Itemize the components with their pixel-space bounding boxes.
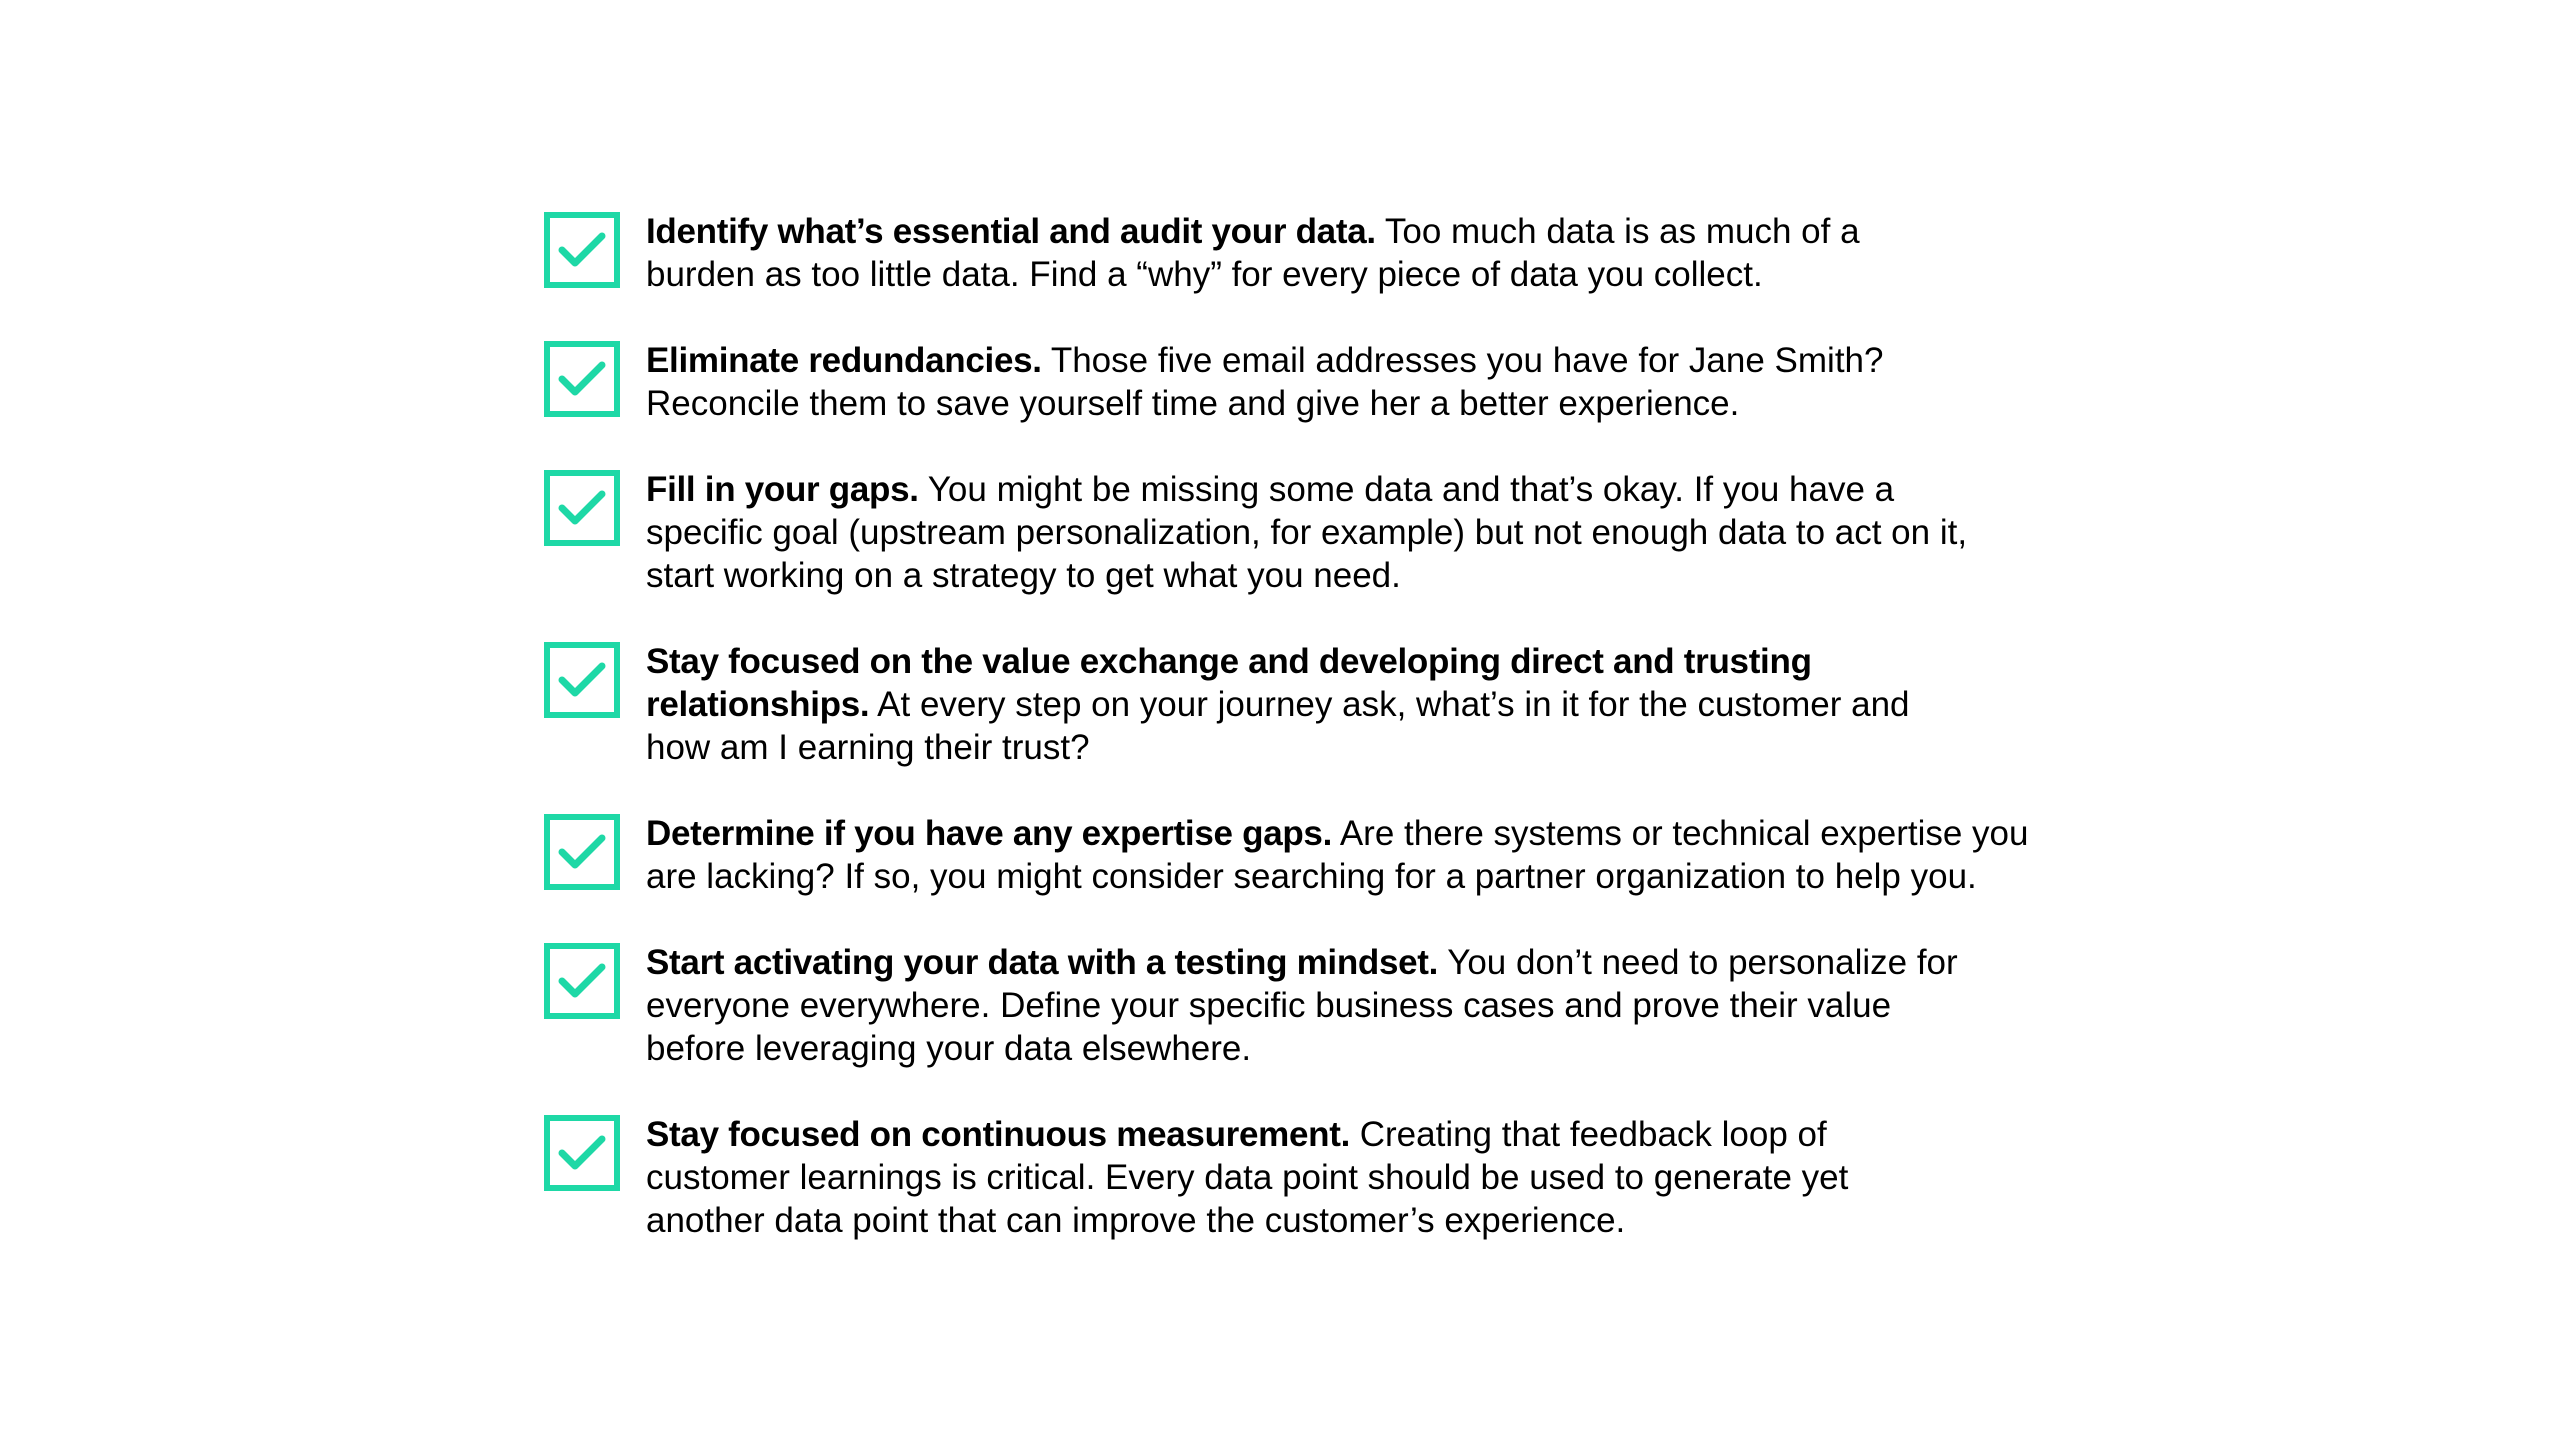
checkbox-checked-icon: [544, 212, 620, 288]
checkbox-checked-icon: [544, 341, 620, 417]
checklist-item-text: [646, 941, 1996, 1070]
checklist-item: [544, 210, 2044, 296]
checklist-item-title: Eliminate redundancies.: [646, 341, 1042, 380]
checklist-item-text: [646, 640, 1956, 769]
checkbox-checked-icon: [544, 943, 620, 1019]
checklist-item: [544, 640, 2044, 769]
checklist-item-body: Creating that feedback loop of customer learnings is critical. Every data point should be used to generate yet another data point that can improve the customer’s experience.: [646, 1115, 1849, 1240]
checklist-item-text: [646, 812, 2044, 898]
checklist-item-title: Determine if you have any expertise gaps.: [646, 814, 1333, 853]
checklist-item-text: [646, 339, 1936, 425]
checklist-item: [544, 339, 2044, 425]
checklist-item-title: Fill in your gaps.: [646, 470, 919, 509]
checklist-item-body: At every step on your journey ask, what’s in it for the customer and how am I earning their trust?: [646, 685, 1910, 767]
checklist: [544, 210, 2044, 1285]
checklist-item-body: You might be missing some data and that’s okay. If you have a specific goal (upstream personalization, for example) but not enough data to act on it, start working on a strategy to get what you need.: [646, 470, 1968, 595]
checklist-item-text: [646, 468, 1976, 597]
checklist-item: [544, 941, 2044, 1070]
checkbox-checked-icon: [544, 1115, 620, 1191]
checklist-item-title: Start activating your data with a testing mindset.: [646, 943, 1439, 982]
checklist-item-title: Stay focused on the value exchange and developing direct and trusting relationships.: [646, 642, 1812, 724]
checklist-item: [544, 812, 2044, 898]
checklist-item-title: Identify what’s essential and audit your data.: [646, 212, 1376, 251]
checklist-item: [544, 468, 2044, 597]
checkbox-checked-icon: [544, 814, 620, 890]
checklist-item: [544, 1113, 2044, 1242]
checklist-item-body: Are there systems or technical expertise you are lacking? If so, you might consider searching for a partner organization to help you.: [646, 814, 2029, 896]
checkbox-checked-icon: [544, 470, 620, 546]
checklist-item-body: Those five email addresses you have for Jane Smith? Reconcile them to save yourself time and give her a better experience.: [646, 341, 1884, 423]
checklist-item-title: Stay focused on continuous measurement.: [646, 1115, 1350, 1154]
checklist-item-body: Too much data is as much of a burden as too little data. Find a “why” for every piece of data you collect.: [646, 212, 1860, 294]
checkbox-checked-icon: [544, 642, 620, 718]
checklist-item-body: You don’t need to personalize for everyone everywhere. Define your specific business cases and prove their value before leveraging your data elsewhere.: [646, 943, 1958, 1068]
checklist-item-text: [646, 1113, 1896, 1242]
checklist-item-text: [646, 210, 1916, 296]
